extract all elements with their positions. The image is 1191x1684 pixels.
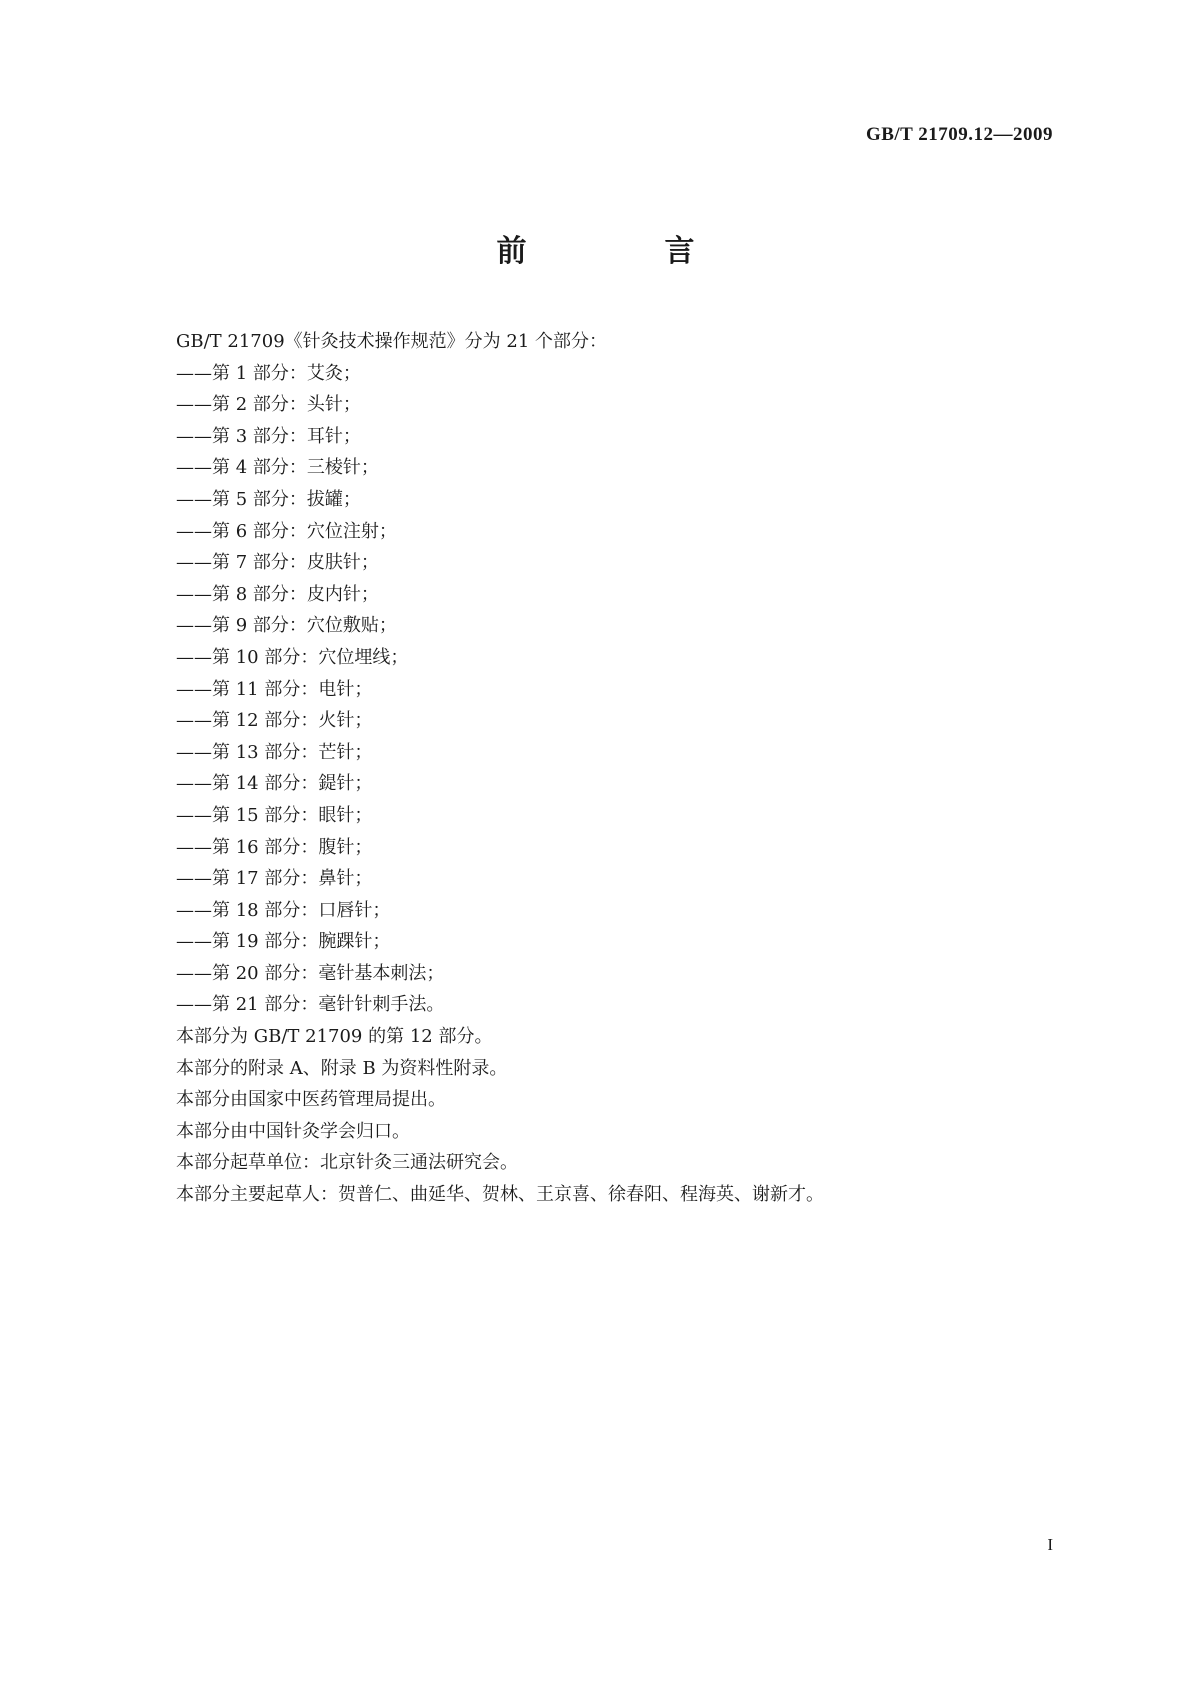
list-item: ——第 6 部分：穴位注射； [176,520,397,542]
list-item: ——第 4 部分：三棱针； [176,457,379,479]
statement-appendix: 本部分的附录 A、附录 B 为资料性附录。 [176,1057,508,1079]
list-item: ——第 10 部分：穴位埋线； [176,646,409,668]
list-item: ——第 14 部分：鍉针； [176,773,373,795]
parts-list [176,358,1056,1021]
statement-drafting-unit: 本部分起草单位：北京针灸三通法研究会。 [176,1152,518,1174]
list-item: ——第 16 部分：腹针； [176,836,373,858]
list-item: ——第 20 部分：毫针基本刺法； [176,962,445,984]
list-item: ——第 9 部分：穴位敷贴； [176,615,397,637]
list-item: ——第 1 部分：艾灸； [176,362,361,384]
list-item: ——第 21 部分：毫针针刺手法。 [176,994,445,1016]
statement-drafters: 本部分主要起草人：贺普仁、曲延华、贺林、王京喜、徐春阳、程海英、谢新才。 [176,1184,824,1206]
statements [176,1021,1056,1211]
list-item: ——第 3 部分：耳针； [176,425,361,447]
page-title: 前 言 [496,234,749,269]
foreword-body [176,326,1056,1211]
list-item: ——第 7 部分：皮肤针； [176,552,379,574]
list-item: ——第 12 部分：火针； [176,710,373,732]
list-item: ——第 8 部分：皮内针； [176,583,379,605]
statement-proposer: 本部分由国家中医药管理局提出。 [176,1089,446,1111]
statement-administrator: 本部分由中国针灸学会归口。 [176,1120,410,1142]
list-item: ——第 13 部分：芒针； [176,741,373,763]
statement-part-number: 本部分为 GB/T 21709 的第 12 部分。 [176,1026,493,1048]
list-item: ——第 17 部分：鼻针； [176,868,373,890]
list-item: ——第 5 部分：拔罐； [176,488,361,510]
list-item: ——第 2 部分：头针； [176,394,361,416]
list-item: ——第 18 部分：口唇针； [176,899,391,921]
list-item: ——第 15 部分：眼针； [176,804,373,826]
standard-number: GB/T 21709.12—2009 [865,124,1053,145]
intro-paragraph: GB/T 21709《针灸技术操作规范》分为 21 个部分： [176,331,608,352]
list-item: ——第 19 部分：腕踝针； [176,931,391,953]
list-item: ——第 11 部分：电针； [176,678,373,700]
page-number: I [1047,1535,1053,1554]
